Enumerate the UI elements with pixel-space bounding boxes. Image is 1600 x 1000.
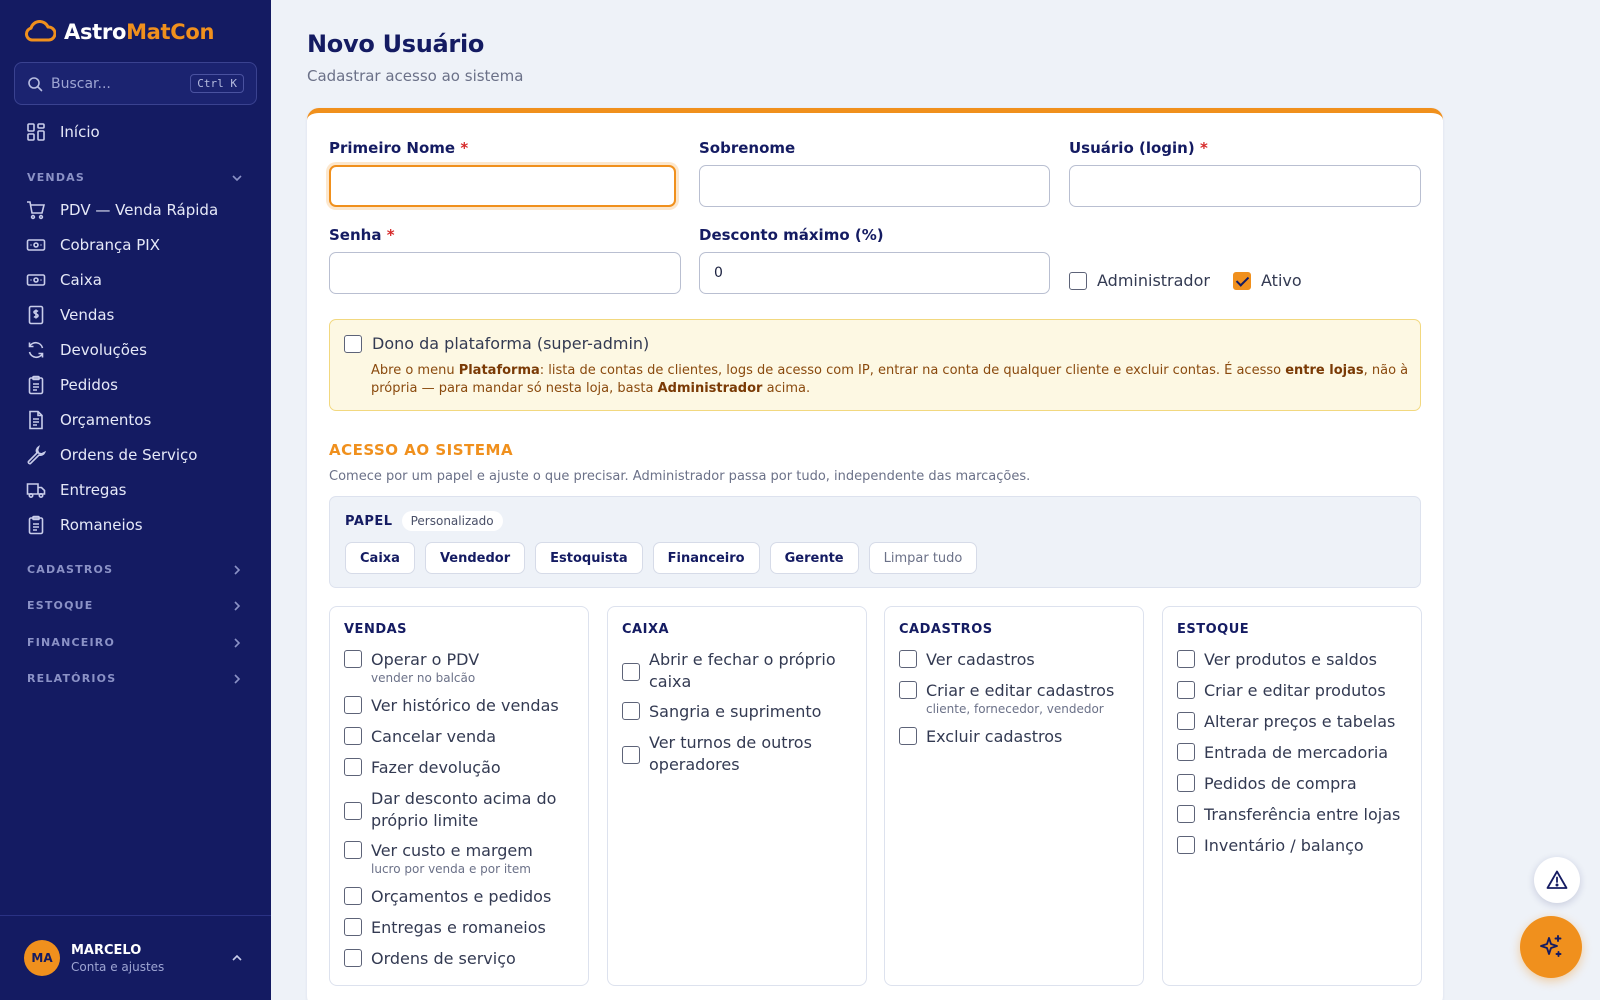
sidebar-section-financeiro[interactable] — [27, 636, 243, 649]
perm-item[interactable] — [344, 917, 546, 939]
report-problem-button[interactable] — [1534, 857, 1580, 903]
perm-hint: lucro por venda e por item — [371, 862, 531, 876]
perm-item[interactable] — [344, 649, 479, 685]
perm-group-caixa — [607, 606, 867, 986]
active-checkbox[interactable] — [1233, 272, 1251, 290]
admin-checkbox-row[interactable] — [1069, 271, 1210, 290]
section-label: FINANCEIRO — [27, 636, 116, 649]
perm-label: Ver turnos de outros operadores — [649, 733, 812, 774]
role-financeiro-button[interactable]: Financeiro — [653, 542, 760, 574]
active-label: Ativo — [1261, 271, 1302, 290]
admin-checkbox[interactable] — [1069, 272, 1087, 290]
perm-checkbox[interactable] — [622, 746, 640, 764]
password-input[interactable] — [329, 252, 681, 294]
section-label: CADASTROS — [27, 563, 114, 576]
banknote-icon — [26, 270, 46, 290]
perm-item[interactable] — [344, 840, 533, 876]
perm-label: Ver histórico de vendas — [371, 696, 559, 715]
perm-label: Operar o PDV — [371, 650, 480, 669]
perm-label: Sangria e suprimento — [649, 702, 822, 721]
perm-item[interactable] — [344, 886, 551, 908]
role-label: PAPEL — [345, 513, 393, 529]
discount-input[interactable]: 0 — [699, 252, 1050, 294]
password-label: Senha * — [329, 226, 395, 244]
perm-checkbox[interactable] — [1177, 805, 1195, 823]
perm-checkbox[interactable] — [344, 918, 362, 936]
perm-checkbox[interactable] — [344, 727, 362, 745]
sidebar-item-label: Ordens de Serviço — [60, 446, 198, 464]
perm-group-title: CAIXA — [622, 622, 670, 637]
role-badge: Personalizado — [402, 511, 503, 531]
perm-label: Ver custo e margem — [371, 841, 533, 860]
active-checkbox-row[interactable] — [1233, 271, 1302, 290]
cloud-logo-icon — [24, 20, 56, 44]
sidebar-item-label: Devoluções — [60, 341, 147, 359]
perm-checkbox[interactable] — [899, 650, 917, 668]
chevron-right-icon — [231, 673, 243, 685]
section-label: RELATÓRIOS — [27, 672, 117, 685]
superadmin-checkbox-row[interactable] — [344, 334, 649, 353]
perm-group-vendas — [329, 606, 589, 986]
page-title: Novo Usuário — [307, 30, 485, 58]
superadmin-checkbox[interactable] — [344, 335, 362, 353]
clear-all-button[interactable]: Limpar tudo — [869, 542, 978, 574]
brand-name: AstroMatCon — [64, 20, 215, 44]
perm-item[interactable] — [899, 680, 1114, 716]
perm-item[interactable] — [344, 695, 559, 717]
perm-label: Excluir cadastros — [926, 727, 1063, 746]
perm-label: Transferência entre lojas — [1204, 805, 1401, 824]
perm-checkbox[interactable] — [344, 758, 362, 776]
chevron-down-icon — [231, 172, 243, 184]
sidebar-item-label: Cobrança PIX — [60, 236, 160, 254]
perm-checkbox[interactable] — [899, 681, 917, 699]
user-subtitle: Conta e ajustes — [71, 959, 165, 974]
assistant-button[interactable] — [1520, 916, 1582, 978]
sidebar-item-devolucoes[interactable] — [26, 338, 147, 362]
perm-checkbox[interactable] — [344, 949, 362, 967]
role-estoquista-button[interactable]: Estoquista — [535, 542, 643, 574]
perm-group-estoque — [1162, 606, 1422, 986]
perm-checkbox[interactable] — [344, 887, 362, 905]
role-gerente-button[interactable]: Gerente — [770, 542, 859, 574]
truck-icon — [26, 480, 46, 500]
perm-checkbox[interactable] — [1177, 650, 1195, 668]
perm-label: Ver cadastros — [926, 650, 1035, 669]
chevron-right-icon — [231, 637, 243, 649]
role-vendedor-button[interactable]: Vendedor — [425, 542, 525, 574]
document-icon — [26, 410, 46, 430]
user-form-card — [307, 108, 1443, 1000]
access-section-title: ACESSO AO SISTEMA — [329, 441, 514, 459]
sidebar-section-relatorios[interactable] — [27, 672, 243, 685]
refresh-icon — [26, 340, 46, 360]
perm-label: Dar desconto acima do próprio limite — [371, 789, 557, 830]
perm-checkbox[interactable] — [344, 696, 362, 714]
avatar: MA — [24, 940, 60, 976]
sidebar-section-estoque[interactable] — [27, 599, 243, 612]
perm-item[interactable] — [344, 757, 501, 779]
clipboard-icon — [26, 515, 46, 535]
grid-icon — [26, 122, 46, 142]
brand-logo[interactable] — [24, 20, 214, 44]
sidebar-item-label: Orçamentos — [60, 411, 152, 429]
search-input[interactable]: Buscar... — [51, 75, 111, 92]
perm-checkbox[interactable] — [344, 841, 362, 859]
sidebar-item-label: Pedidos — [60, 376, 118, 394]
perm-label: Pedidos de compra — [1204, 774, 1357, 793]
login-label: Usuário (login) * — [1069, 139, 1208, 157]
chevron-right-icon — [231, 600, 243, 612]
sidebar-item-label: PDV — Venda Rápida — [60, 201, 219, 219]
user-account[interactable] — [0, 915, 271, 1000]
perm-group-title: VENDAS — [344, 622, 408, 637]
perm-item[interactable] — [1177, 711, 1395, 733]
sidebar — [0, 0, 271, 1000]
perm-group-cadastros — [884, 606, 1144, 986]
perm-checkbox[interactable] — [1177, 712, 1195, 730]
perm-label: Fazer devolução — [371, 758, 501, 777]
last-name-input[interactable] — [699, 165, 1050, 207]
sidebar-item-orcamentos[interactable] — [26, 408, 151, 432]
clipboard-icon — [26, 375, 46, 395]
perm-item[interactable] — [1177, 680, 1386, 702]
superadmin-description: Abre o menu Plataforma: lista de contas de clientes, logs de acesso com IP, entrar na conta de qualquer cliente e excluir contas. É acesso entre lojas, não à própria — para mandar só nesta loja, basta Administrador acima. — [371, 363, 1409, 396]
banknote-icon — [26, 235, 46, 255]
discount-label: Desconto máximo (%) — [699, 226, 884, 244]
role-caixa-button[interactable]: Caixa — [345, 542, 415, 574]
sidebar-item-label: Início — [60, 123, 100, 141]
sidebar-section-cadastros[interactable] — [27, 563, 243, 576]
first-name-input[interactable] — [329, 165, 676, 207]
sidebar-item-romaneios[interactable] — [26, 513, 143, 537]
perm-item[interactable] — [344, 788, 571, 832]
cart-icon — [26, 200, 46, 220]
perm-checkbox[interactable] — [899, 727, 917, 745]
sidebar-item-label: Caixa — [60, 271, 102, 289]
perm-checkbox[interactable] — [1177, 681, 1195, 699]
last-name-label: Sobrenome — [699, 139, 796, 157]
perm-checkbox[interactable] — [344, 650, 362, 668]
perm-item[interactable] — [622, 732, 849, 776]
role-presets — [329, 496, 1421, 588]
superadmin-label: Dono da plataforma (super-admin) — [372, 334, 650, 353]
perm-checkbox[interactable] — [1177, 743, 1195, 761]
perm-checkbox[interactable] — [344, 802, 362, 820]
perm-item[interactable] — [899, 649, 1035, 671]
section-label: VENDAS — [27, 171, 85, 184]
perm-item[interactable] — [622, 701, 821, 723]
sidebar-item-label: Vendas — [60, 306, 115, 324]
sidebar-item-pedidos[interactable] — [26, 373, 118, 397]
user-name: MARCELO — [71, 942, 142, 958]
perm-checkbox[interactable] — [622, 663, 640, 681]
sidebar-item-vendas[interactable] — [26, 303, 114, 327]
perm-item[interactable] — [1177, 649, 1377, 671]
search-shortcut: Ctrl K — [190, 74, 244, 93]
perm-item[interactable] — [1177, 835, 1364, 857]
sidebar-item-ordens-servico[interactable] — [26, 443, 197, 467]
superadmin-box — [329, 319, 1421, 411]
dollar-receipt-icon — [26, 305, 46, 325]
chevron-right-icon — [231, 564, 243, 576]
perm-item[interactable] — [622, 649, 849, 693]
perm-label: Inventário / balanço — [1204, 836, 1364, 855]
perm-label: Ordens de serviço — [371, 949, 516, 968]
sidebar-section-vendas[interactable] — [27, 171, 243, 184]
perm-item[interactable] — [344, 948, 516, 970]
sidebar-search[interactable] — [14, 62, 257, 105]
perm-item[interactable] — [899, 726, 1062, 748]
perm-item[interactable] — [1177, 742, 1388, 764]
warning-triangle-icon — [1546, 869, 1568, 891]
access-section-desc: Comece por um papel e ajuste o que precisar. Administrador passa por tudo, independente das marcações. — [329, 469, 1031, 484]
sidebar-item-caixa[interactable] — [26, 268, 102, 292]
perm-label: Abrir e fechar o próprio caixa — [649, 650, 836, 691]
perm-label: Criar e editar produtos — [1204, 681, 1386, 700]
perm-label: Entregas e romaneios — [371, 918, 546, 937]
perm-label: Cancelar venda — [371, 727, 497, 746]
sidebar-item-entregas[interactable] — [26, 478, 126, 502]
perm-label: Entrada de mercadoria — [1204, 743, 1389, 762]
sidebar-item-pdv[interactable] — [26, 198, 218, 222]
admin-label: Administrador — [1097, 271, 1210, 290]
sidebar-item-label: Entregas — [60, 481, 127, 499]
perm-checkbox[interactable] — [622, 702, 640, 720]
perm-checkbox[interactable] — [1177, 774, 1195, 792]
perm-item[interactable] — [1177, 773, 1357, 795]
perm-label: Criar e editar cadastros — [926, 681, 1115, 700]
perm-label: Orçamentos e pedidos — [371, 887, 552, 906]
perm-checkbox[interactable] — [1177, 836, 1195, 854]
page-subtitle: Cadastrar acesso ao sistema — [307, 67, 524, 85]
search-icon — [27, 76, 43, 92]
first-name-label: Primeiro Nome * — [329, 139, 469, 157]
chevron-up-icon[interactable] — [231, 952, 243, 964]
perm-label: Ver produtos e saldos — [1204, 650, 1377, 669]
wrench-icon — [26, 445, 46, 465]
section-label: ESTOQUE — [27, 599, 94, 612]
perm-item[interactable] — [1177, 804, 1400, 826]
login-input[interactable] — [1069, 165, 1421, 207]
perm-hint: vender no balcão — [371, 671, 476, 685]
sparkle-icon — [1537, 933, 1565, 961]
perm-item[interactable] — [344, 726, 496, 748]
perm-label: Alterar preços e tabelas — [1204, 712, 1396, 731]
sidebar-item-label: Romaneios — [60, 516, 143, 534]
perm-group-title: ESTOQUE — [1177, 622, 1250, 637]
sidebar-item-cobranca-pix[interactable] — [26, 233, 160, 257]
perm-hint: cliente, fornecedor, vendedor — [926, 702, 1104, 716]
perm-group-title: CADASTROS — [899, 622, 993, 637]
sidebar-item-inicio[interactable] — [26, 120, 100, 144]
